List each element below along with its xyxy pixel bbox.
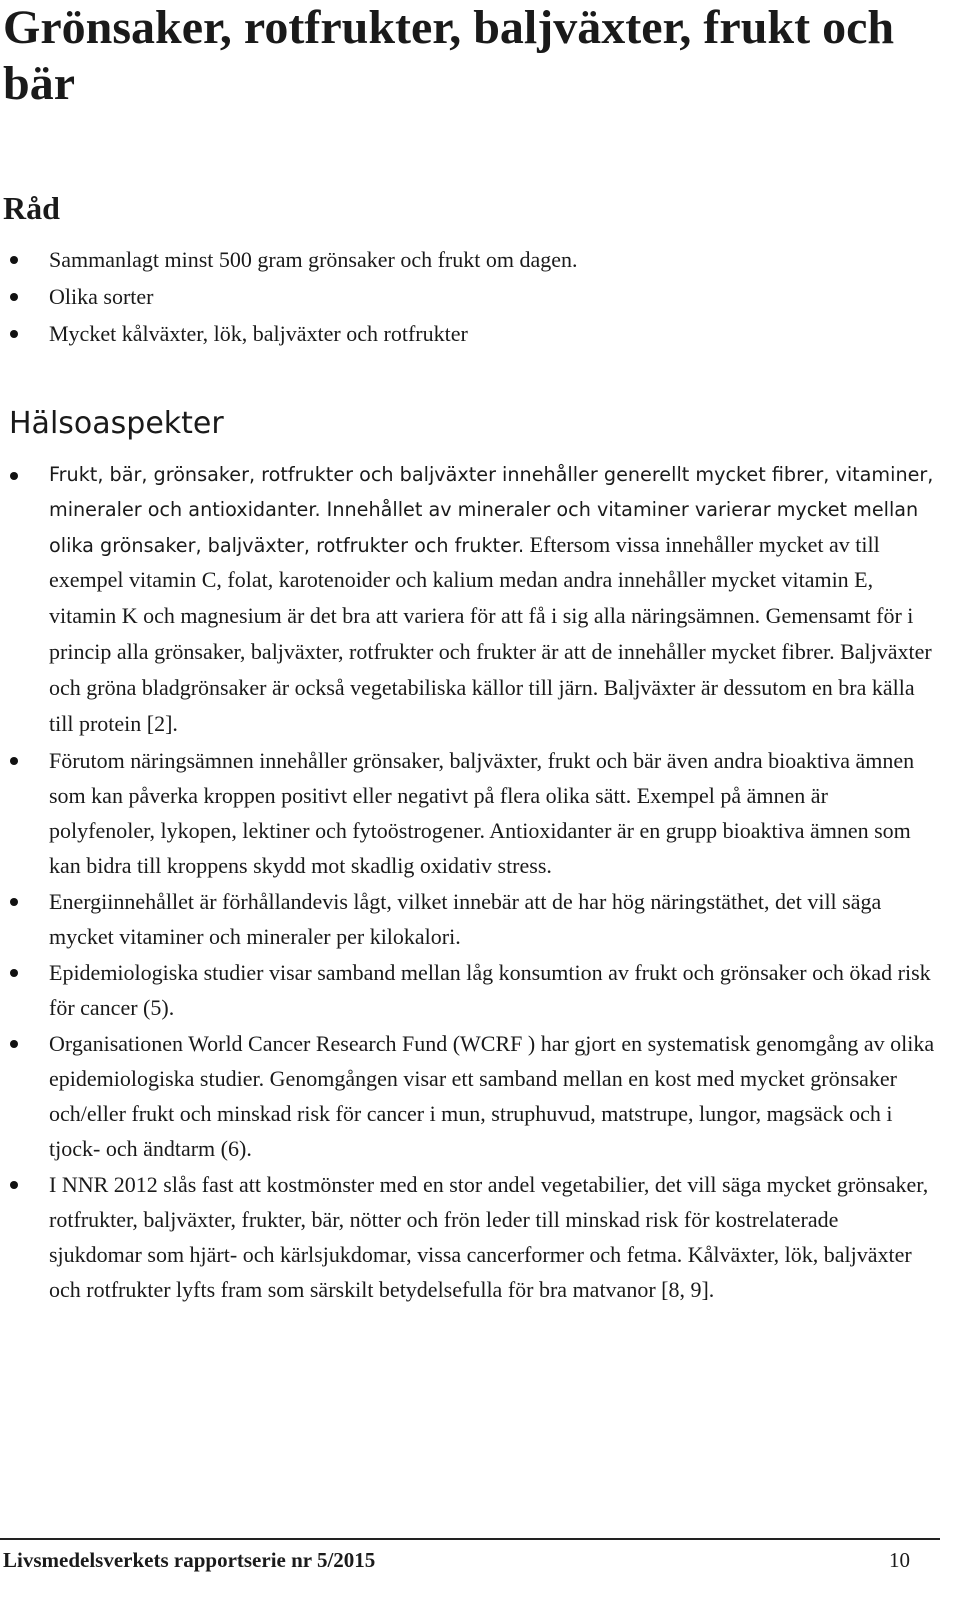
list-item-text: Olika sorter — [49, 284, 154, 309]
list-item — [0, 884, 935, 954]
page-number: 10 — [889, 1548, 910, 1572]
list-item-text: I NNR 2012 slås fast att kostmönster med en stor andel vegetabilier, det vill säga mycket grönsaker, rotfrukter, baljväxter, frukter, bär, nötter och frön leder till minskad risk för kostrelaterade sjukdomar som hjärt- och kärlsjukdomar, vissa cancerformer och fetma. Kålväxter, lök, baljväxter och rotfrukter lyfts fram som särskilt betydelsefulla för bra matvanor [8, 9]. — [49, 1172, 929, 1303]
list-item — [0, 241, 940, 278]
section-heading-halsoaspekter: Hälsoaspekter — [9, 406, 224, 441]
page-title: Grönsaker, rotfrukter, baljväxter, frukt och bär — [3, 1, 895, 110]
list-item — [0, 1026, 935, 1166]
list-item-text-continued: Eftersom vissa innehåller mycket av till exempel vitamin C, folat, karotenoider och kalium medan andra innehåller mycket vitamin E, vitamin K och magnesium är det bra att variera för att få i sig alla näringsämnen. Gemensamt för i princip alla grönsaker, baljväxter, rotfrukter och frukter är att de innehåller mycket fibrer. Baljväxter och gröna bladgrönsaker är också vegetabiliska källor till järn. Baljväxter är dessutom en bra källa till protein [2]. — [49, 531, 932, 736]
list-item-text: Sammanlagt minst 500 gram grönsaker och frukt om dagen. — [49, 247, 578, 272]
list-item-text: Organisationen World Cancer Research Fund (WCRF ) har gjort en systematisk genomgång av olika epidemiologiska studier. Genomgången visar ett samband mellan en kost med mycket grönsaker och/eller frukt och minskad risk för cancer i mun, struphuvud, matstrupe, lungor, magsäck och i tjock- och ändtarm (6). — [49, 1031, 935, 1162]
bullet-icon — [10, 330, 18, 338]
list-item-text: Frukt, bär, grönsaker, rotfrukter och baljväxter innehåller generellt mycket fibrer, vitaminer, mineraler och antioxidanter. Innehållet av mineraler och vitaminer varierar mycket mellan olika grönsaker, baljväxter, rotfrukter och frukter. — [49, 463, 934, 557]
bullet-icon — [10, 472, 18, 480]
page-footer — [0, 1538, 940, 1572]
list-item — [0, 458, 935, 742]
list-item-text: Mycket kålväxter, lök, baljväxter och rotfrukter — [49, 321, 468, 346]
advice-list — [0, 241, 940, 352]
list-item — [0, 278, 940, 315]
bullet-icon — [10, 969, 18, 977]
bullet-icon — [10, 1040, 18, 1048]
bullet-icon — [10, 256, 18, 264]
list-item — [0, 315, 940, 352]
health-aspects-list — [0, 458, 935, 1308]
bullet-icon — [10, 898, 18, 906]
list-item-text: Energiinnehållet är förhållandevis lågt, vilket innebär att de har hög näringstäthet, det vill säga mycket vitaminer och mineraler per kilokalori. — [49, 889, 882, 950]
list-item — [0, 1167, 935, 1307]
bullet-icon — [10, 757, 18, 765]
list-item — [0, 743, 935, 883]
section-heading-rad: Råd — [3, 190, 60, 226]
list-item-text: Förutom näringsämnen innehåller grönsaker, baljväxter, frukt och bär även andra bioaktiva ämnen som kan påverka kroppen positivt eller negativt på flera olika sätt. Exempel på ämnen är polyfenoler, lykopen, lektiner och fytoöstrogener. Antioxidanter är en grupp bioaktiva ämnen som kan bidra till kroppens skydd mot skadlig oxidativ stress. — [49, 748, 915, 879]
report-series: Livsmedelsverkets rapportserie nr 5/2015 — [3, 1548, 376, 1572]
list-item-text: Epidemiologiska studier visar samband mellan låg konsumtion av frukt och grönsaker och ökad risk för cancer (5). — [49, 960, 931, 1021]
list-item — [0, 955, 935, 1025]
bullet-icon — [10, 293, 18, 301]
bullet-icon — [10, 1181, 18, 1189]
